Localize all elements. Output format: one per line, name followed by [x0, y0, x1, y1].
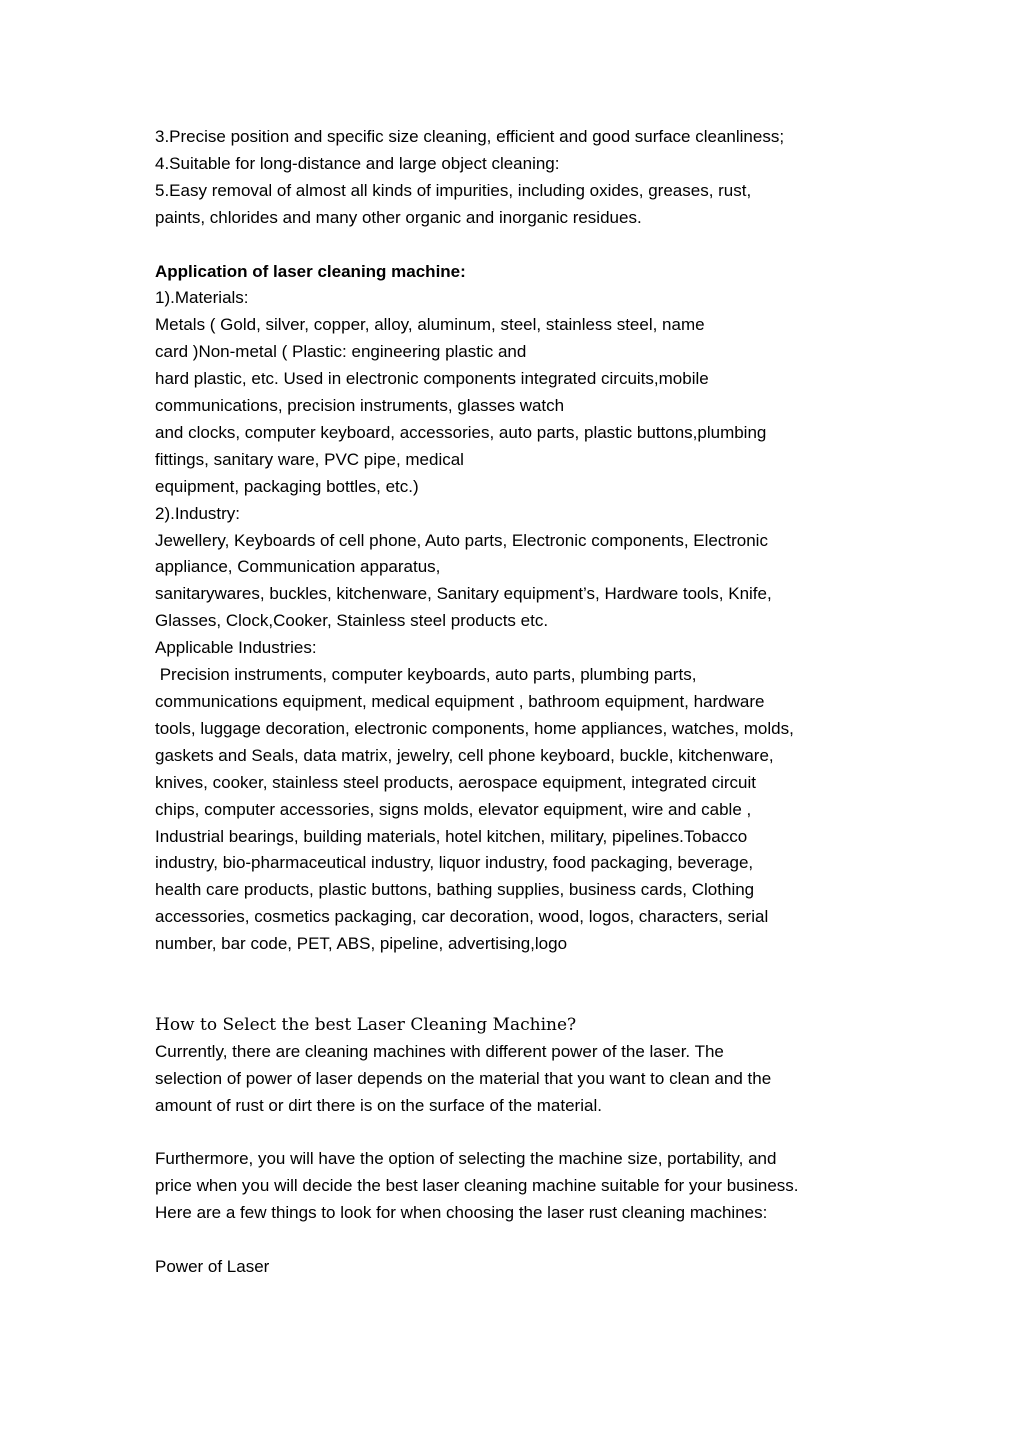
text-line: 2).Industry: [155, 503, 241, 523]
text-line: Currently, there are cleaning machines with different power of the laser. The [155, 1041, 724, 1061]
text-line: card )Non-metal ( Plastic: engineering plastic and [155, 342, 527, 362]
spacer [155, 958, 915, 985]
text-line: equipment, packaging bottles, etc.) [155, 476, 419, 496]
text-line: Furthermore, you will have the option of selecting the machine size, portability, and [155, 1149, 777, 1169]
text-line: accessories, cosmetics packaging, car decoration, wood, logos, characters, serial [155, 907, 769, 927]
text-line: price when you will decide the best laser cleaning machine suitable for your business. [155, 1176, 799, 1196]
text-line: Jewellery, Keyboards of cell phone, Auto parts, Electronic components, Electronic [155, 530, 768, 550]
text-line: appliance, Communication apparatus, [155, 557, 441, 577]
text-line: number, bar code, PET, ABS, pipeline, advertising,logo [155, 934, 568, 954]
spacer [155, 985, 915, 1012]
text-line: 1).Materials: [155, 288, 249, 308]
text-line: selection of power of laser depends on the material that you want to clean and the [155, 1068, 772, 1088]
text-line: Glasses, Clock,Cooker, Stainless steel products etc. [155, 611, 549, 631]
feature-line-4: 4.Suitable for long-distance and large object cleaning: [155, 153, 560, 173]
text-line: amount of rust or dirt there is on the surface of the material. [155, 1095, 602, 1115]
text-line: Metals ( Gold, silver, copper, alloy, aluminum, steel, stainless steel, name [155, 315, 705, 335]
text-line: gaskets and Seals, data matrix, jewelry, cell phone keyboard, buckle, kitchenware, [155, 745, 774, 765]
spacer [155, 1119, 915, 1146]
text-line: knives, cooker, stainless steel products, aerospace equipment, integrated circuit [155, 772, 756, 792]
text-line: communications equipment, medical equipment , bathroom equipment, hardware [155, 692, 765, 712]
power-heading: Power of Laser [155, 1256, 270, 1276]
text-line: Industrial bearings, building materials, hotel kitchen, military, pipelines.Tobacco [155, 826, 748, 846]
text-line: Here are a few things to look for when choosing the laser rust cleaning machines: [155, 1203, 768, 1223]
document-page [155, 124, 915, 1281]
spacer [155, 1227, 915, 1254]
features-list [155, 124, 915, 232]
select-heading: How to Select the best Laser Cleaning Machine? [155, 1014, 577, 1035]
feature-line-5-cont: paints, chlorides and many other organic and inorganic residues. [155, 207, 642, 227]
spacer [155, 232, 915, 259]
text-line: chips, computer accessories, signs molds, elevator equipment, wire and cable , [155, 799, 752, 819]
text-line: hard plastic, etc. Used in electronic components integrated circuits,mobile [155, 369, 709, 389]
text-line: sanitarywares, buckles, kitchenware, Sanitary equipment’s, Hardware tools, Knife, [155, 584, 772, 604]
text-line: Applicable Industries: [155, 638, 317, 658]
text-line: tools, luggage decoration, electronic components, home appliances, watches, molds, [155, 718, 794, 738]
application-heading: Application of laser cleaning machine: [155, 261, 466, 281]
text-line: fittings, sanitary ware, PVC pipe, medical [155, 449, 464, 469]
feature-line-3: 3.Precise position and specific size cleaning, efficient and good surface cleanliness; [155, 127, 785, 146]
select-paragraph-1 [155, 1039, 915, 1120]
text-line: Precision instruments, computer keyboards, auto parts, plumbing parts, [155, 665, 697, 685]
text-line: health care products, plastic buttons, bathing supplies, business cards, Clothing [155, 880, 755, 900]
select-paragraph-2 [155, 1146, 915, 1227]
application-body [155, 285, 915, 958]
text-line: industry, bio-pharmaceutical industry, liquor industry, food packaging, beverage, [155, 853, 754, 873]
text-line: communications, precision instruments, glasses watch [155, 396, 565, 416]
text-line: and clocks, computer keyboard, accessories, auto parts, plastic buttons,plumbing [155, 422, 767, 442]
feature-line-5: 5.Easy removal of almost all kinds of impurities, including oxides, greases, rust, [155, 180, 752, 200]
